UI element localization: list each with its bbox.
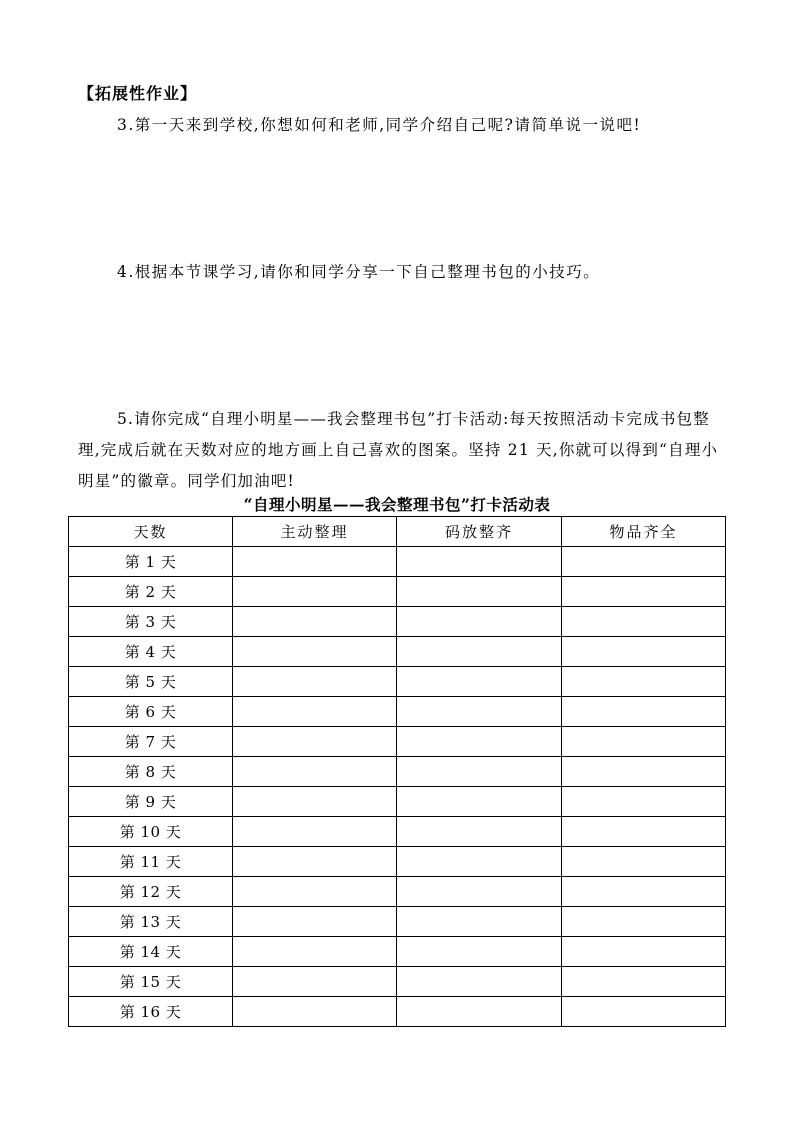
day-cell: 第 13 天 — [69, 907, 233, 937]
day-cell: 第 12 天 — [69, 877, 233, 907]
question-3: 3.第一天来到学校,你想如何和老师,同学介绍自己呢?请简单说一说吧! — [117, 116, 642, 134]
checkin-cell[interactable] — [562, 667, 726, 697]
day-cell: 第 4 天 — [69, 637, 233, 667]
checkin-cell[interactable] — [233, 967, 397, 997]
checkin-cell[interactable] — [562, 817, 726, 847]
checkin-cell[interactable] — [233, 727, 397, 757]
day-cell: 第 10 天 — [69, 817, 233, 847]
checkin-cell[interactable] — [233, 847, 397, 877]
table-header-row — [69, 517, 726, 547]
checkin-cell[interactable] — [397, 847, 562, 877]
checkin-cell[interactable] — [233, 667, 397, 697]
checkin-cell[interactable] — [397, 637, 562, 667]
table-row — [69, 697, 726, 727]
table-row — [69, 847, 726, 877]
checkin-cell[interactable] — [397, 667, 562, 697]
header-active-organize: 主动整理 — [233, 517, 397, 547]
checkin-cell[interactable] — [562, 697, 726, 727]
checkin-cell[interactable] — [233, 637, 397, 667]
day-cell: 第 11 天 — [69, 847, 233, 877]
table-body — [69, 547, 726, 1027]
checkin-cell[interactable] — [562, 907, 726, 937]
table-row — [69, 997, 726, 1027]
checkin-cell[interactable] — [562, 877, 726, 907]
checkin-cell[interactable] — [562, 547, 726, 577]
checkin-cell[interactable] — [233, 577, 397, 607]
checkin-cell[interactable] — [397, 547, 562, 577]
checkin-cell[interactable] — [562, 787, 726, 817]
checkin-cell[interactable] — [562, 637, 726, 667]
checkin-cell[interactable] — [397, 907, 562, 937]
checkin-cell[interactable] — [233, 997, 397, 1027]
table-row — [69, 757, 726, 787]
checkin-cell[interactable] — [397, 997, 562, 1027]
day-cell: 第 16 天 — [69, 997, 233, 1027]
checkin-cell[interactable] — [397, 607, 562, 637]
checkin-cell[interactable] — [562, 577, 726, 607]
table-row — [69, 607, 726, 637]
checkin-cell[interactable] — [397, 757, 562, 787]
question-4: 4.根据本节课学习,请你和同学分享一下自己整理书包的小技巧。 — [117, 263, 601, 281]
checkin-cell[interactable] — [233, 607, 397, 637]
header-items-complete: 物品齐全 — [562, 517, 726, 547]
day-cell: 第 2 天 — [69, 577, 233, 607]
section-heading: 【拓展性作业】 — [78, 84, 198, 103]
table-row — [69, 637, 726, 667]
day-cell: 第 9 天 — [69, 787, 233, 817]
day-cell: 第 3 天 — [69, 607, 233, 637]
checkin-cell[interactable] — [562, 607, 726, 637]
checkin-cell[interactable] — [562, 937, 726, 967]
table-row — [69, 547, 726, 577]
checkin-cell[interactable] — [233, 817, 397, 847]
table-row — [69, 577, 726, 607]
checkin-table — [68, 516, 726, 1027]
day-cell: 第 1 天 — [69, 547, 233, 577]
checkin-cell[interactable] — [233, 907, 397, 937]
checkin-cell[interactable] — [397, 787, 562, 817]
checkin-cell[interactable] — [397, 967, 562, 997]
header-days: 天数 — [69, 517, 233, 547]
table-row — [69, 667, 726, 697]
checkin-cell[interactable] — [233, 877, 397, 907]
checkin-cell[interactable] — [562, 967, 726, 997]
checkin-cell[interactable] — [562, 727, 726, 757]
checkin-cell[interactable] — [233, 937, 397, 967]
checkin-cell[interactable] — [562, 847, 726, 877]
table-row — [69, 907, 726, 937]
table-row — [69, 787, 726, 817]
table-row — [69, 817, 726, 847]
table-row — [69, 967, 726, 997]
checkin-cell[interactable] — [397, 937, 562, 967]
day-cell: 第 7 天 — [69, 727, 233, 757]
day-cell: 第 14 天 — [69, 937, 233, 967]
checkin-cell[interactable] — [233, 757, 397, 787]
checkin-cell[interactable] — [397, 577, 562, 607]
question-5: 5.请你完成“自理小明星——我会整理书包”打卡活动:每天按照活动卡完成书包整理,完成后就在天数对应的地方画上自己喜欢的图案。坚持 21 天,你就可以得到“自理小明星”的徽章。同学们加油吧! — [78, 410, 719, 490]
table-row — [69, 937, 726, 967]
day-cell: 第 5 天 — [69, 667, 233, 697]
day-cell: 第 15 天 — [69, 967, 233, 997]
checkin-cell[interactable] — [562, 757, 726, 787]
checkin-cell[interactable] — [397, 697, 562, 727]
checkin-cell[interactable] — [562, 997, 726, 1027]
checkin-cell[interactable] — [397, 727, 562, 757]
day-cell: 第 6 天 — [69, 697, 233, 727]
checkin-cell[interactable] — [233, 697, 397, 727]
table-title: “自理小明星——我会整理书包”打卡活动表 — [243, 495, 551, 514]
checkin-cell[interactable] — [397, 817, 562, 847]
header-neatly-stacked: 码放整齐 — [397, 517, 562, 547]
checkin-cell[interactable] — [397, 877, 562, 907]
day-cell: 第 8 天 — [69, 757, 233, 787]
table-row — [69, 727, 726, 757]
table-row — [69, 877, 726, 907]
checkin-cell[interactable] — [233, 787, 397, 817]
checkin-cell[interactable] — [233, 547, 397, 577]
